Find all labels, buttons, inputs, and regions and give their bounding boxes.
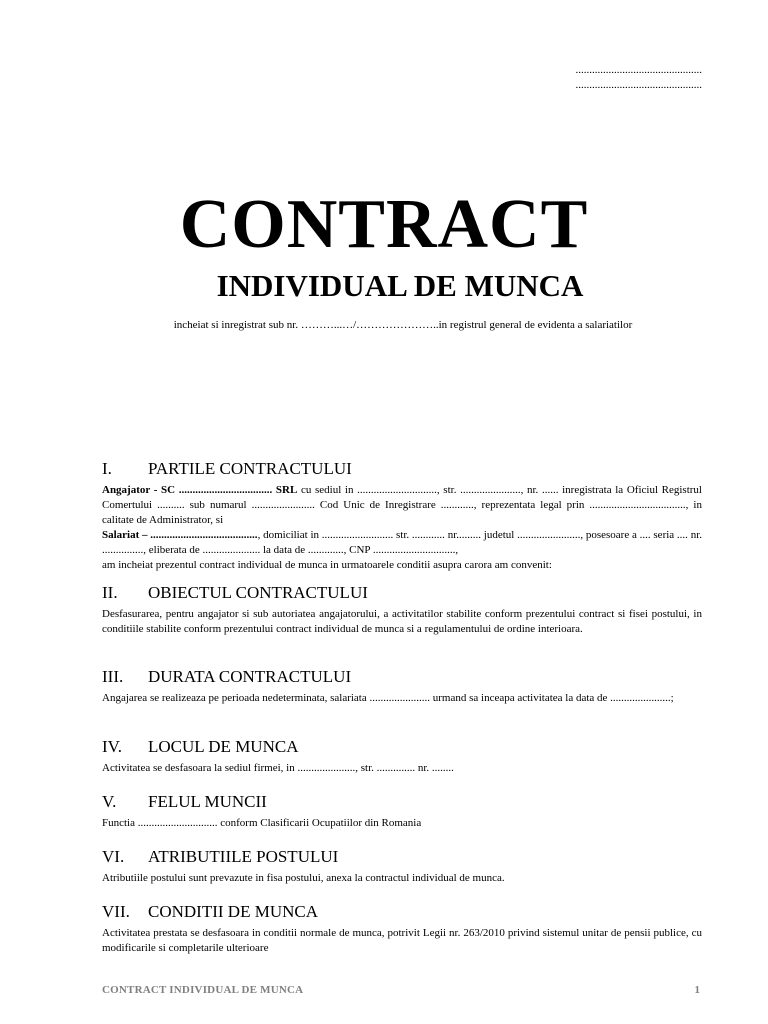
- section-title: CONDITII DE MUNCA: [148, 902, 318, 921]
- header-dots-line-2: ..............................................: [575, 79, 702, 91]
- section-number: IV.: [102, 737, 122, 756]
- section-heading: [102, 666, 702, 688]
- angajator-label: Angajator - SC .................................. SRL: [102, 484, 298, 496]
- section-heading: [102, 458, 702, 480]
- section-title: LOCUL DE MUNCA: [148, 737, 299, 756]
- closing-paragraph: am incheiat prezentul contract individual de munca in urmatoarele conditii asupra carora am convenit:: [102, 559, 552, 571]
- footer-title: CONTRACT INDIVIDUAL DE MUNCA: [102, 984, 304, 996]
- section-durata: [102, 666, 702, 706]
- section-body: Desfasurarea, pentru angajator si sub autoriatea angajatorului, a activitatilor stabilite conform prezentului contract si fisei postului, in conditiile stabilite conform prezentului contract individual de munca si a regulamentului de ordine interioara.: [102, 608, 702, 635]
- salariat-text: , domiciliat in .......................... str. ............ nr......... judetul ......................., posesoare a .... seria .... nr. ..............., eliberata de ..................... la data de ............., CNP ..............................,: [102, 529, 702, 556]
- section-body: Angajarea se realizeaza pe perioada nedeterminata, salariata ...................... urmand sa inceapa activitatea la data de ......................;: [102, 692, 674, 704]
- section-title: ATRIBUTIILE POSTULUI: [148, 847, 339, 866]
- header-dots-line-1: ..............................................: [575, 64, 702, 76]
- section-number: VI.: [102, 847, 125, 866]
- section-heading: [102, 791, 702, 813]
- section-title: OBIECTUL CONTRACTULUI: [148, 583, 368, 602]
- section-conditii: [102, 901, 702, 956]
- section-locul: [102, 736, 702, 776]
- section-number: II.: [102, 583, 118, 602]
- angajator-paragraph: [102, 483, 702, 528]
- section-obiectul: [102, 582, 702, 637]
- page-number: 1: [694, 984, 700, 996]
- section-body: [102, 483, 702, 573]
- document-title: CONTRACT: [179, 186, 589, 263]
- section-number: III.: [102, 667, 124, 686]
- section-body: Activitatea se desfasoara la sediul firmei, in ....................., str. .............. nr. ........: [102, 762, 454, 774]
- section-title: FELUL MUNCII: [148, 792, 267, 811]
- salariat-paragraph: [102, 528, 702, 558]
- section-partile: [102, 458, 702, 573]
- section-atributiile: [102, 846, 702, 886]
- section-number: VII.: [102, 902, 130, 921]
- section-body: Atributiile postului sunt prevazute in fisa postului, anexa la contractul individual de munca.: [102, 872, 505, 884]
- section-number: V.: [102, 792, 117, 811]
- section-heading: [102, 846, 702, 868]
- section-heading: [102, 582, 702, 604]
- salariat-label: Salariat – .......................................: [102, 529, 258, 541]
- section-title: PARTILE CONTRACTULUI: [148, 459, 352, 478]
- section-heading: [102, 736, 702, 758]
- section-number: I.: [102, 459, 112, 478]
- section-heading: [102, 901, 702, 923]
- section-title: DURATA CONTRACTULUI: [148, 667, 352, 686]
- registration-line: incheiat si inregistrat sub nr. ………...…/…………………..in registrul general de evidenta a salariatilor: [173, 319, 633, 331]
- angajator-text: cu sediul in ............................., str. ......................, nr. ...... inregistrata la Oficiul Registrul Comertului .......... sub numarul ....................... Cod Unic de Inregistrare ............, reprezentata legal prin ..................................., in calitate de Administrator, si: [102, 484, 702, 526]
- section-felul: [102, 791, 702, 831]
- document-subtitle: INDIVIDUAL DE MUNCA: [216, 268, 584, 303]
- section-body: Functia ............................. conform Clasificarii Ocupatiilor din Romania: [102, 817, 422, 829]
- section-body: Activitatea prestata se desfasoara in conditii normale de munca, potrivit Legii nr. 263/2010 privind sistemul unitar de pensii publice, cu modificarile si completarile ulterioare: [102, 927, 702, 954]
